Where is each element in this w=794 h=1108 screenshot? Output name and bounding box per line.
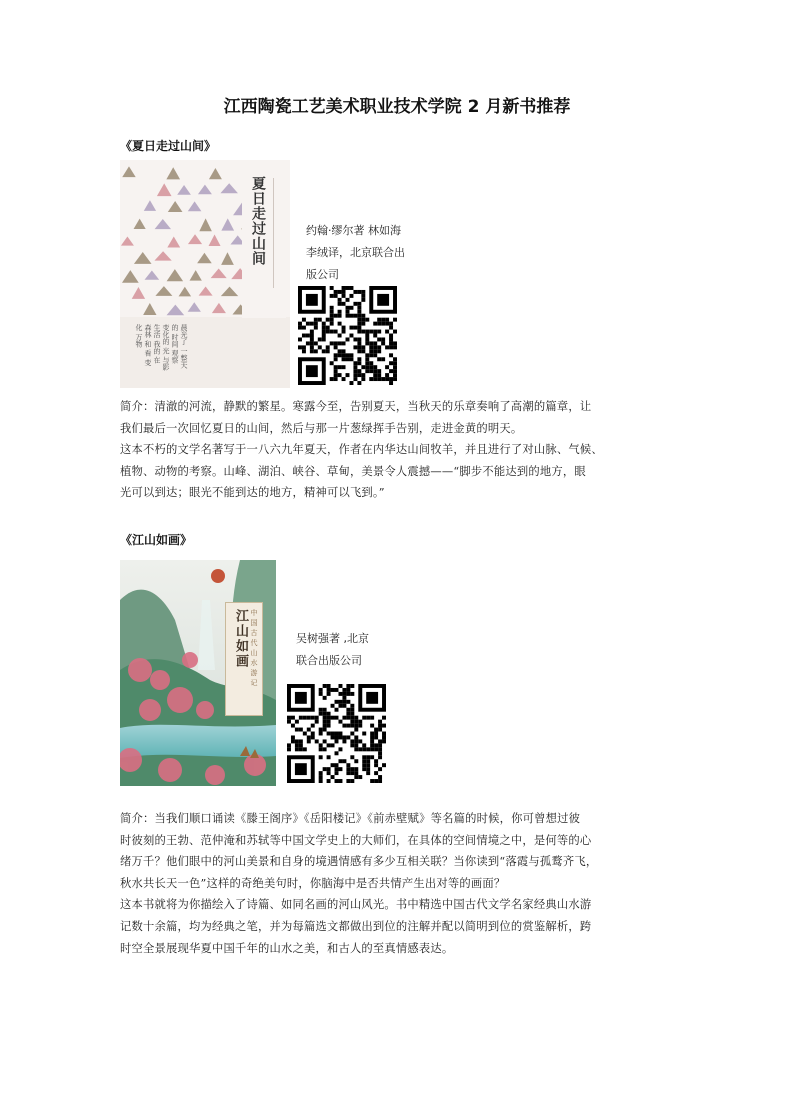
book-heading-1: 《夏日走过山间》 — [120, 139, 217, 153]
author-info-1 — [306, 220, 405, 286]
book-intro-2 — [120, 808, 685, 959]
author-line: 版公司 — [306, 268, 339, 281]
author-line: 吴树强著 ,北京 — [296, 632, 369, 645]
cover-title-1: 夏日走过山间 — [250, 176, 266, 266]
intro-line: 时空全景展现华夏中国千年的山水之美，和古人的至真情感表达。 — [120, 941, 454, 955]
qr-code-icon — [298, 286, 397, 385]
cover-title-2: 江山如画 — [233, 609, 248, 669]
author-line: 约翰·缪尔著 林如海 — [306, 224, 401, 237]
intro-line: 植物、动物的考察。山峰、湖泊、峡谷、草甸，美景令人震撼——“脚步不能达到的地方，眼 — [120, 464, 586, 478]
page-title: 江西陶瓷工艺美术职业技术学院 2 月新书推荐 — [223, 97, 571, 117]
intro-line: 这本不朽的文学名著写于一八六九年夏天，作者在内华达山间牧羊，并且进行了对山脉、气候、 — [120, 443, 603, 457]
cover-poem-1: 晨光了 一整天的 时间 观察 变化的 光 与影 生活 我的 在 森林 和 看 变化 万物 — [135, 324, 188, 371]
author-line: 联合出版公司 — [296, 654, 362, 667]
book-heading-2: 《江山如画》 — [120, 533, 193, 547]
intro-line: 简介：清澈的河流，静默的繁星。寒露今至，告别夏天，当秋天的乐章奏响了高潮的篇章，让 — [120, 400, 592, 413]
book-cover-2 — [120, 560, 276, 786]
intro-line: 时彼刻的王勃、范仲淹和苏轼等中国文学史上的大师们，在具体的空间情境之中，是何等的心 — [120, 833, 592, 847]
book-intro-1 — [120, 396, 685, 504]
qr-code-icon — [287, 684, 386, 783]
intro-line: 光可以到达；眼光不能到达的地方，精神可以飞到。” — [120, 486, 385, 500]
author-line: 李绒译，北京联合出 — [306, 246, 405, 259]
intro-line: 这本书就将为你描绘入了诗篇、如同名画的河山风光。书中精选中国古代文学名家经典山水游 — [120, 898, 592, 912]
author-info-2 — [296, 628, 369, 672]
intro-line: 记数十余篇，均为经典之笔，并为每篇选文都做出到位的注解并配以简明到位的赏鉴解析，跨 — [120, 919, 592, 933]
book-cover-1 — [120, 160, 290, 388]
cover-subtitle-2: 中国古代山水游记 — [250, 609, 258, 689]
intro-line: 秋水共长天一色”这样的奇绝美句时，你脑海中是否共情产生出对等的画面？ — [120, 876, 506, 890]
intro-line: 我们最后一次回忆夏日的山间，然后与那一片葱绿挥手告别，走进金黄的明天。 — [120, 421, 523, 435]
intro-line: 简介：当我们顺口诵读《滕王阁序》《岳阳楼记》《前赤壁赋》等名篇的时候，你可曾想过彼 — [120, 812, 581, 825]
intro-line: 绪万千？他们眼中的河山美景和自身的境遇情感有多少互相关联？当你读到“落霞与孤鹜齐飞， — [120, 855, 598, 869]
cover-label-2 — [225, 602, 263, 716]
